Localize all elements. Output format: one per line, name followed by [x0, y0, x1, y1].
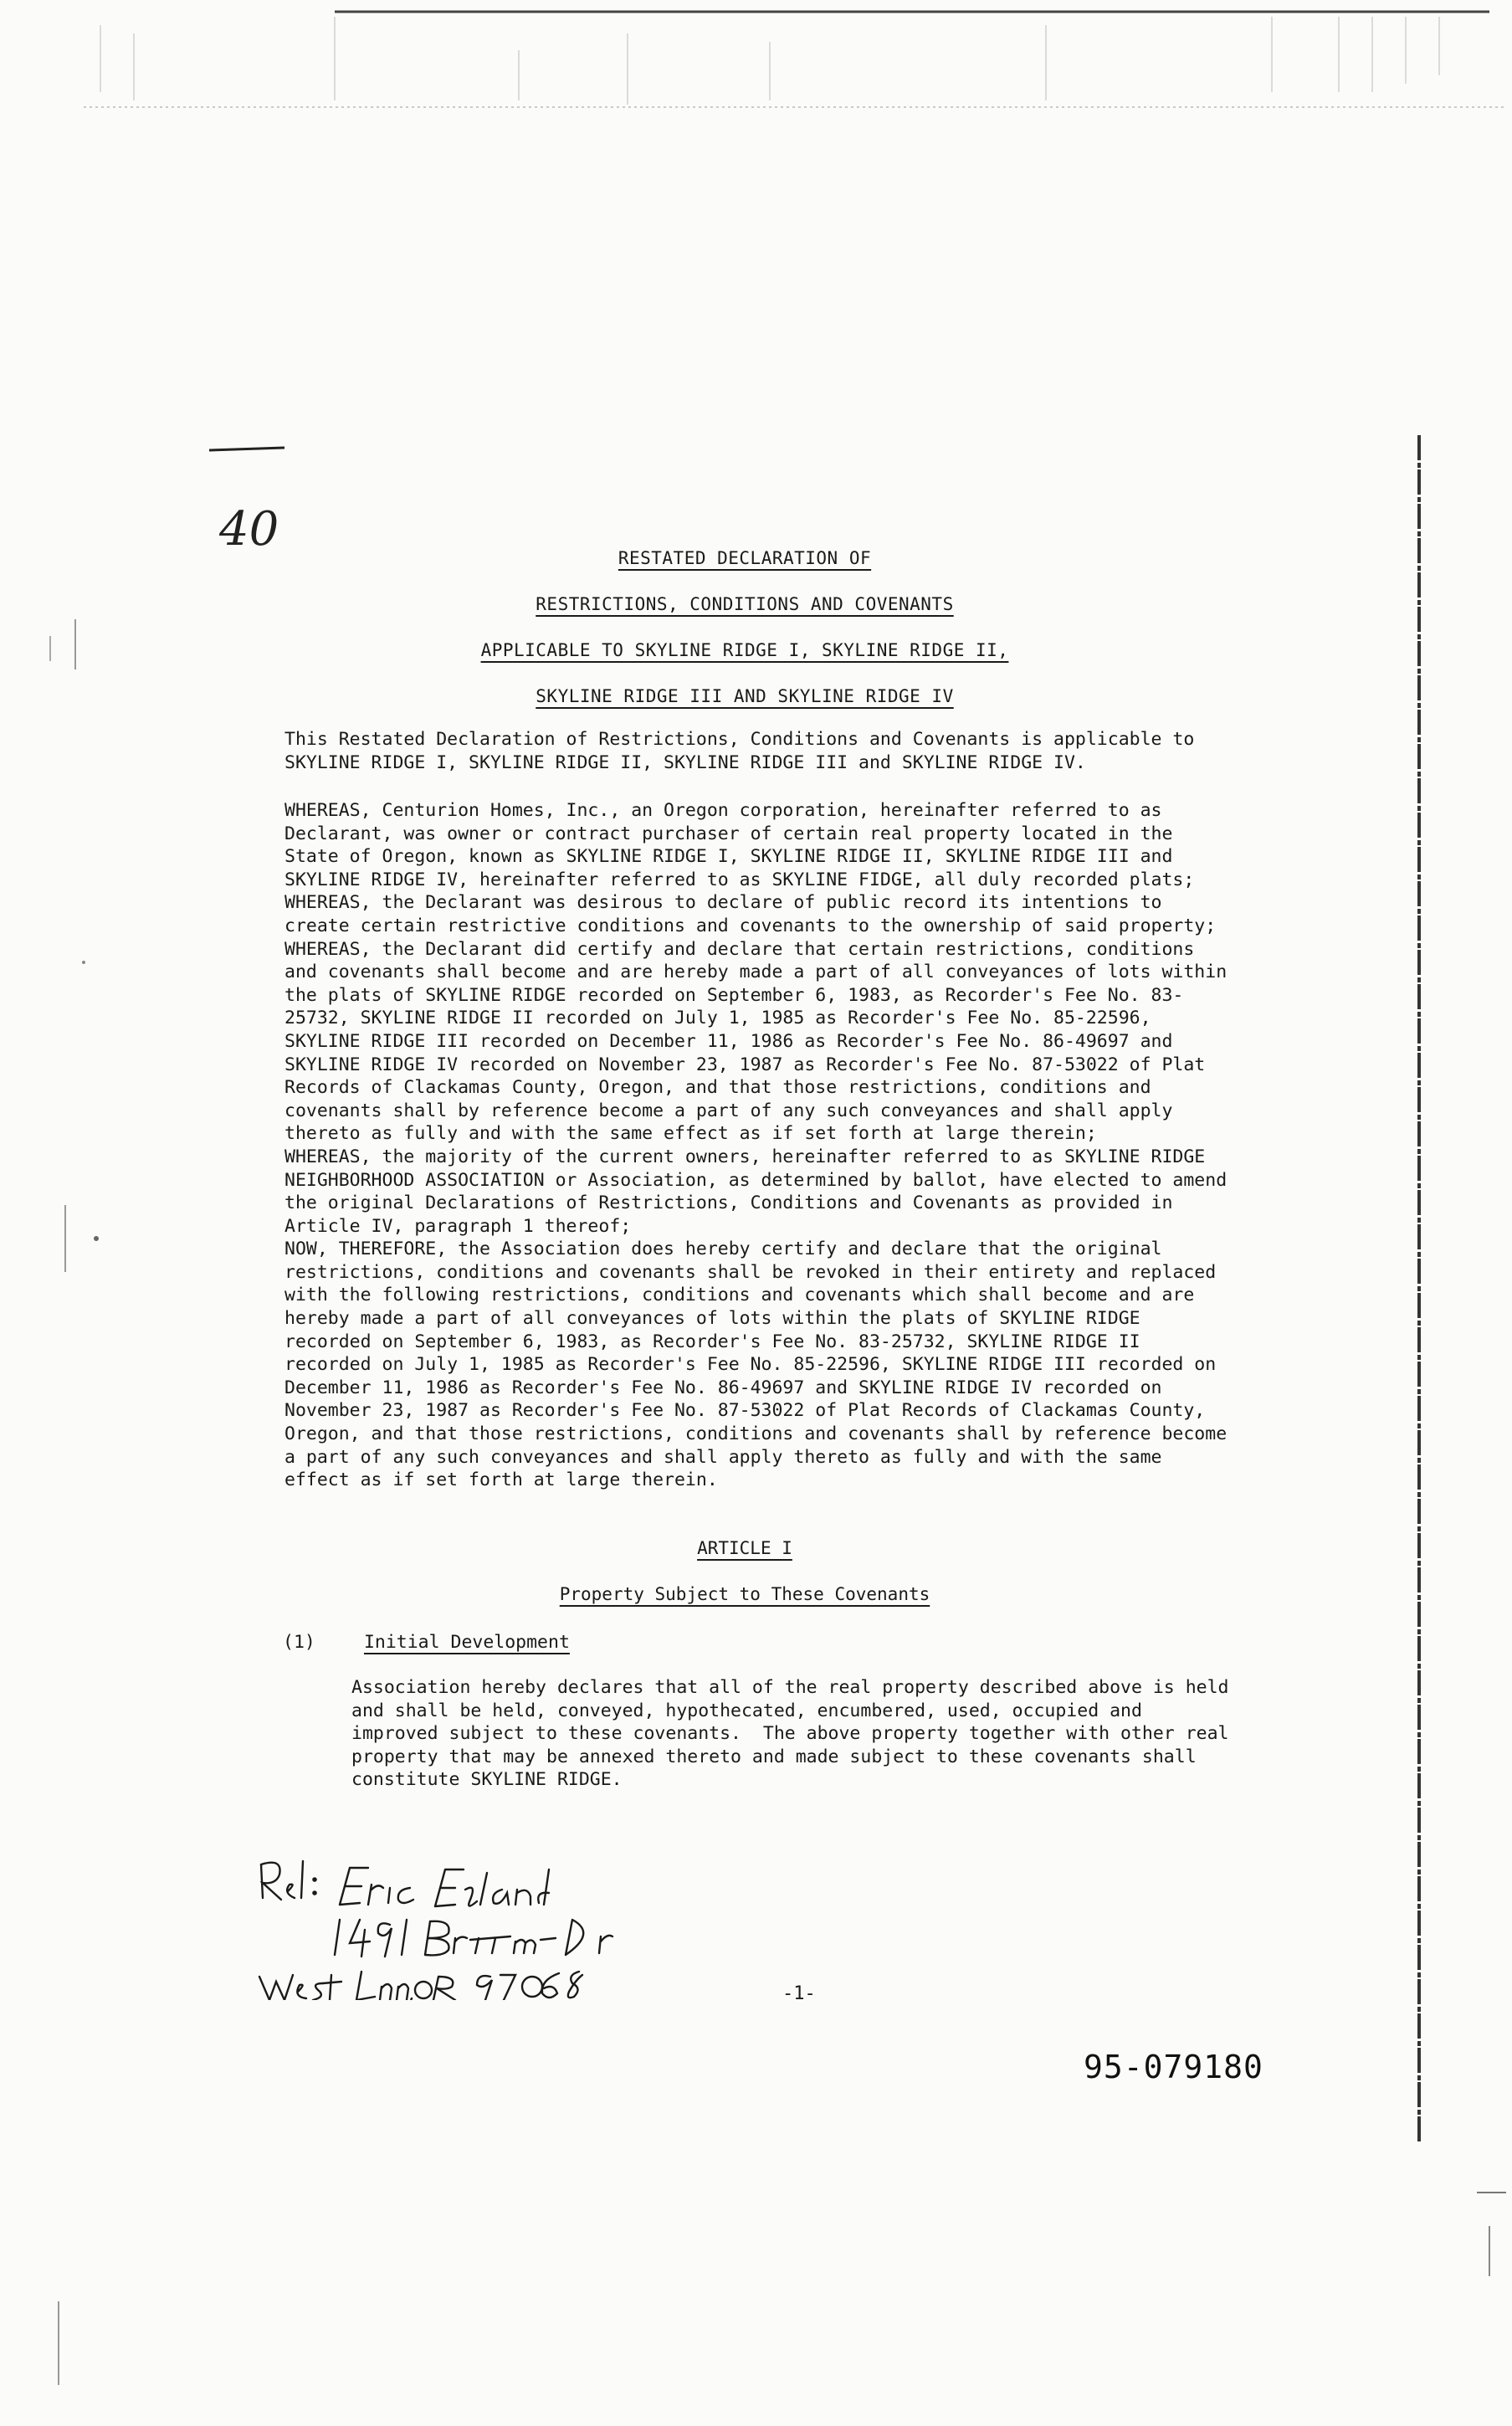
intro-paragraph: This Restated Declaration of Restrictions, Conditions and Covenants is applicable to SKYLINE RIDGE I, SKYLINE RIDGE II, SKYLINE RIDGE III and SKYLINE RIDGE IV. [284, 729, 1195, 773]
scan-noise-left [0, 0, 117, 2426]
scan-noise-right [1414, 435, 1426, 2142]
section-heading [283, 1632, 570, 1653]
title-line: RESTATED DECLARATION OF [618, 548, 872, 568]
section-title: Initial Development [363, 1632, 570, 1653]
document-title [284, 536, 1205, 720]
margin-rule-mark [209, 444, 293, 460]
title-line: SKYLINE RIDGE III AND SKYLINE RIDGE IV [536, 686, 954, 706]
title-line: RESTRICTIONS, CONDITIONS AND COVENANTS [536, 594, 954, 614]
section-number: (1) [283, 1632, 315, 1653]
article-number: ARTICLE I [697, 1538, 792, 1558]
section-body: Association hereby declares that all of the real property described above is held and shall be held, conveyed, hypothecated, encumbered, used, occupied and improved subject to these covenants. The above property together with other real property that may be annexed thereto and made subject to these covenants shall constitute SKYLINE RIDGE. [351, 1677, 1229, 1791]
scan-noise-top [84, 0, 1506, 117]
handwritten-address-note [251, 1849, 753, 2000]
article-title: Property Subject to These Covenants [559, 1584, 930, 1604]
recitals-block: WHEREAS, Centurion Homes, Inc., an Oregon corporation, hereinafter referred to as Declarant, was owner or contract purchaser of certain real property located in the State of Oregon, known as SKYLINE RIDGE I, SKYLINE RIDGE II, SKYLINE RIDGE III and SKYLINE RIDGE IV, hereinafter referred to as SKYLINE FIDGE, all duly recorded plats; WHEREAS, the Declarant was desirous to declare of public record its intentions to create certain restrictive conditions and covenants to the ownership of said property; WHEREAS, the Declarant did certify and declare that certain restrictions, conditions and covenants shall become and are hereby made a part of all conveyances of lots within the plats of SKYLINE RIDGE recorded on September 6, 1983, as Recorder's Fee No. 83- 25732, SKYLINE RIDGE II recorded on July 1, 1985 as Recorder's Fee No. 85-22596, SKYLINE RIDGE III recorded on December 11, 1986 as Recorder's Fee No. 86-49697 and SKYLINE RIDGE IV recorded on November 23, 1987 as Recorder's Fee No. 87-53022 of Plat Records of Clackamas County, Oregon, and that those restrictions, conditions and covenants shall by reference become a part of any such conveyances and shall apply thereto as fully and with the same effect as if set forth at large therein; WHEREAS, the majority of the current owners, hereinafter referred to as SKYLINE RIDGE NEIGHBORHOOD ASSOCIATION or Association, as determined by ballot, have elected to amend the original Declarations of Restrictions, Conditions and Covenants as provided in Article IV, paragraph 1 thereof; NOW, THEREFORE, the Association does hereby certify and declare that the original restrictions, conditions and covenants shall be revoked in their entirety and replaced with the following restrictions, conditions and covenants which shall become and are hereby made a part of all conveyances of lots within the plats of SKYLINE RIDGE recorded on September 6, 1983, as Recorder's Fee No. 83-25732, SKYLINE RIDGE II recorded on July 1, 1985 as Recorder's Fee No. 85-22596, SKYLINE RIDGE III recorded on December 11, 1986 as Recorder's Fee No. 86-49697 and SKYLINE RIDGE IV recorded on November 23, 1987 as Recorder's Fee No. 87-53022 of Plat Records of Clackamas County, Oregon, and that those restrictions, conditions and covenants shall by reference become a part of any such conveyances and shall apply thereto as fully and with the same effect as if set forth at large therein. [284, 800, 1228, 1491]
scan-noise-corner [1473, 2176, 1506, 2343]
recorder-number-stamp: 95-079180 [1084, 2049, 1263, 2085]
page-number: -1- [782, 1983, 816, 2004]
title-line: APPLICABLE TO SKYLINE RIDGE I, SKYLINE RIDGE II, [480, 640, 1009, 660]
margin-handwritten-number: 40 [219, 502, 279, 556]
